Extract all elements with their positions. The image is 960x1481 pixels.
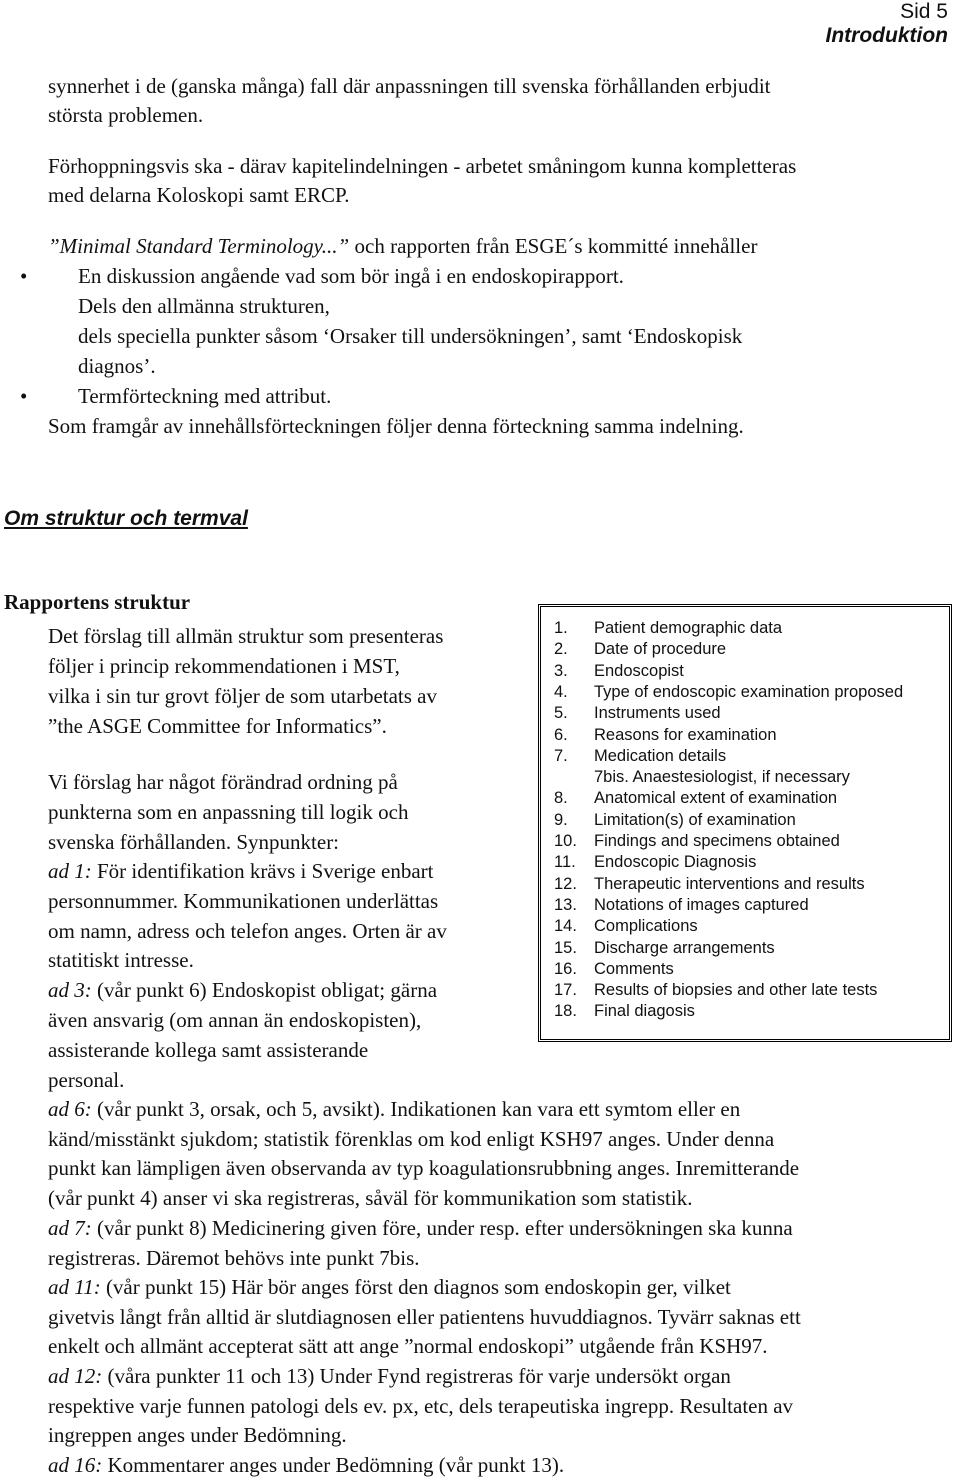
- list-item-number: 13.: [554, 895, 577, 914]
- text-line: diagnos’.: [78, 354, 156, 378]
- bullet-item: En diskussion angående vad som bör ingå i en endoskopirapport.: [78, 264, 624, 288]
- list-item-text: Reasons for examination: [594, 725, 777, 744]
- text-line: svenska förhållanden. Synpunkter:: [48, 830, 340, 854]
- ad-label: ad 12:: [48, 1364, 103, 1388]
- page-number: Sid 5: [900, 0, 948, 23]
- mst-title: ”Minimal Standard Terminology...”: [48, 234, 350, 258]
- text-line: synnerhet i de (ganska många) fall där anpassningen till svenska förhållanden erbjudit: [48, 74, 771, 98]
- ad-label: ad 1:: [48, 859, 92, 883]
- ad-text: (våra punkter 11 och 13) Under Fynd registreras för varje undersökt organ: [102, 1364, 731, 1388]
- list-item-text: Instruments used: [594, 704, 721, 723]
- ad-text: (vår punkt 8) Medicinering given före, under resp. efter undersökningen ska kunna: [91, 1216, 793, 1240]
- list-item-number: 4.: [554, 682, 568, 701]
- text-line: Som framgår av innehållsförteckningen följer denna förteckning samma indelning.: [48, 414, 744, 438]
- list-item-text: Endoscopist: [594, 661, 684, 680]
- list-item: [554, 767, 944, 788]
- bullet-icon: •: [20, 264, 28, 288]
- ad-text: För identifikation krävs i Sverige enbart: [91, 859, 434, 883]
- list-item: [554, 746, 944, 767]
- bullet-item: Termförteckning med attribut.: [78, 384, 332, 408]
- text-line: punkt kan lämpligen även observanda av typ koagulationsrubbning anges. Inremitterande: [48, 1156, 800, 1180]
- section-title: Introduktion: [825, 24, 948, 47]
- list-item-number: 12.: [554, 874, 577, 893]
- text-line: punkterna som en anpassning till logik och: [48, 800, 409, 824]
- ad-label: ad 11:: [48, 1275, 101, 1299]
- text-line: personal.: [48, 1068, 125, 1092]
- ad-text: (vår punkt 15) Här bör anges först den diagnos som endoskopin ger, vilket: [100, 1275, 731, 1299]
- text-line: assisterande kollega samt assisterande: [48, 1038, 369, 1062]
- list-item-number: 9.: [554, 810, 568, 829]
- list-item-number: 11.: [554, 853, 576, 872]
- text-line: dels speciella punkter såsom ‘Orsaker till undersökningen’, samt ‘Endoskopisk: [78, 324, 743, 348]
- list-item-text: Discharge arrangements: [594, 938, 775, 957]
- text-line: med delarna Koloskopi samt ERCP.: [48, 183, 350, 207]
- ad-text: (vår punkt 6) Endoskopist obligat; gärna: [91, 978, 438, 1002]
- list-item-text: Results of biopsies and other late tests: [594, 981, 878, 1000]
- list-item-text: Notations of images captured: [594, 895, 809, 914]
- list-item-text: Medication details: [594, 746, 727, 765]
- list-item-text: Final diagosis: [594, 1002, 695, 1021]
- text-line: om namn, adress och telefon anges. Orten är av: [48, 919, 447, 943]
- text-line: även ansvarig (om annan än endoskopisten),: [48, 1008, 422, 1032]
- list-item-number: 17.: [554, 981, 577, 1000]
- list-item: [554, 980, 944, 1001]
- list-item: [554, 916, 944, 937]
- ad-text: Kommentarer anges under Bedömning (vår punkt 13).: [102, 1453, 565, 1477]
- list-item-number: 14.: [554, 917, 577, 936]
- bullet-icon: •: [20, 384, 28, 408]
- list-item-number: 10.: [554, 832, 577, 850]
- text-line: givetvis långt från alltid är slutdiagnosen eller patientens huvuddiagnos. Tyvärr saknas ett: [48, 1305, 801, 1329]
- list-item: [554, 788, 944, 809]
- text-line: [48, 1214, 793, 1244]
- list-item-number: 7.: [554, 746, 568, 765]
- list-item: [554, 1001, 944, 1022]
- list-item-number: 3.: [554, 661, 568, 680]
- list-item-text: Type of endoscopic examination proposed: [594, 682, 904, 701]
- list-item-number: 15.: [554, 938, 577, 957]
- text-line: (vår punkt 4) anser vi ska registreras, såväl för kommunikation som statistik.: [48, 1186, 693, 1210]
- list-item-text: Anatomical extent of examination: [594, 789, 838, 808]
- list-item: [554, 895, 944, 916]
- list-item-text: Endoscopic Diagnosis: [594, 853, 757, 872]
- text-line: statitiskt intresse.: [48, 948, 194, 972]
- list-item-number: 5.: [554, 704, 568, 723]
- list-item-number: 16.: [554, 959, 577, 978]
- list-item-number: 18.: [554, 1002, 577, 1021]
- list-item: [554, 661, 944, 682]
- list-item: [554, 831, 944, 852]
- text-line: största problemen.: [48, 103, 204, 127]
- section-heading: Om struktur och termval: [4, 507, 248, 530]
- text-line: respektive varje funnen patologi dels ev. px, etc, dels terapeutiska ingrepp. Resultaten av: [48, 1394, 794, 1418]
- text-line: [48, 1362, 731, 1392]
- text-line: ”the ASGE Committee for Informatics”.: [48, 714, 387, 738]
- text-line: ingreppen anges under Bedömning.: [48, 1423, 347, 1447]
- text-line: [48, 1273, 731, 1303]
- mst-rest: och rapporten från ESGE´s kommitté innehåller: [349, 234, 758, 258]
- list-item: [554, 874, 944, 895]
- ad-label: ad 6:: [48, 1097, 92, 1121]
- list-item-text: Patient demographic data: [594, 619, 783, 637]
- list-item-number: 2.: [554, 640, 568, 659]
- subheading: Rapportens struktur: [4, 590, 191, 614]
- text-line: [48, 976, 437, 1006]
- list-item-text: 7bis. Anaestesiologist, if necessary: [594, 768, 850, 787]
- list-item: [554, 618, 944, 639]
- list-item-text: Findings and specimens obtained: [594, 832, 840, 850]
- list-item-text: Date of procedure: [594, 640, 727, 659]
- text-line: Dels den allmänna strukturen,: [78, 294, 330, 318]
- text-line: följer i princip rekommendationen i MST,: [48, 654, 400, 678]
- list-item-text: Complications: [594, 917, 698, 936]
- text-line: [48, 1451, 564, 1481]
- report-structure-box: [538, 604, 952, 1042]
- list-item-text: Limitation(s) of examination: [594, 810, 796, 829]
- text-line: enkelt och allmänt accepterat sätt att ange ”normal endoskopi” utgående från KSH97.: [48, 1334, 768, 1358]
- text-line: Det förslag till allmän struktur som presenteras: [48, 624, 444, 648]
- ad-label: ad 7:: [48, 1216, 92, 1240]
- list-item-text: Therapeutic interventions and results: [594, 874, 865, 893]
- list-item: [554, 725, 944, 746]
- list-item: [554, 959, 944, 980]
- text-line: [48, 857, 434, 887]
- text-line: Förhoppningsvis ska - därav kapitelindelningen - arbetet småningom kunna kompletteras: [48, 154, 797, 178]
- text-line: registreras. Däremot behövs inte punkt 7bis.: [48, 1246, 420, 1270]
- list-item: [554, 682, 944, 703]
- list-item: [554, 810, 944, 831]
- text-line: personnummer. Kommunikationen underlättas: [48, 889, 439, 913]
- text-line: [48, 232, 757, 262]
- ad-text: (vår punkt 3, orsak, och 5, avsikt). Indikationen kan vara ett symtom eller en: [91, 1097, 741, 1121]
- list-item: [554, 938, 944, 959]
- ad-label: ad 3:: [48, 978, 92, 1002]
- list-item-text: Comments: [594, 959, 674, 978]
- text-line: vilka i sin tur grovt följer de som utarbetats av: [48, 684, 437, 708]
- text-line: känd/misstänkt sjukdom; statistik förenklas om kod enligt KSH97 anges. Under denna: [48, 1127, 775, 1151]
- text-line: Vi förslag har något förändrad ordning på: [48, 770, 398, 794]
- list-item: [554, 639, 944, 660]
- text-line: [48, 1095, 740, 1125]
- list-item: [554, 703, 944, 724]
- list-item-number: 1.: [554, 619, 568, 637]
- list-item-number: 6.: [554, 725, 568, 744]
- list-item: [554, 852, 944, 873]
- ad-label: ad 16:: [48, 1453, 103, 1477]
- list-item-number: 8.: [554, 789, 568, 808]
